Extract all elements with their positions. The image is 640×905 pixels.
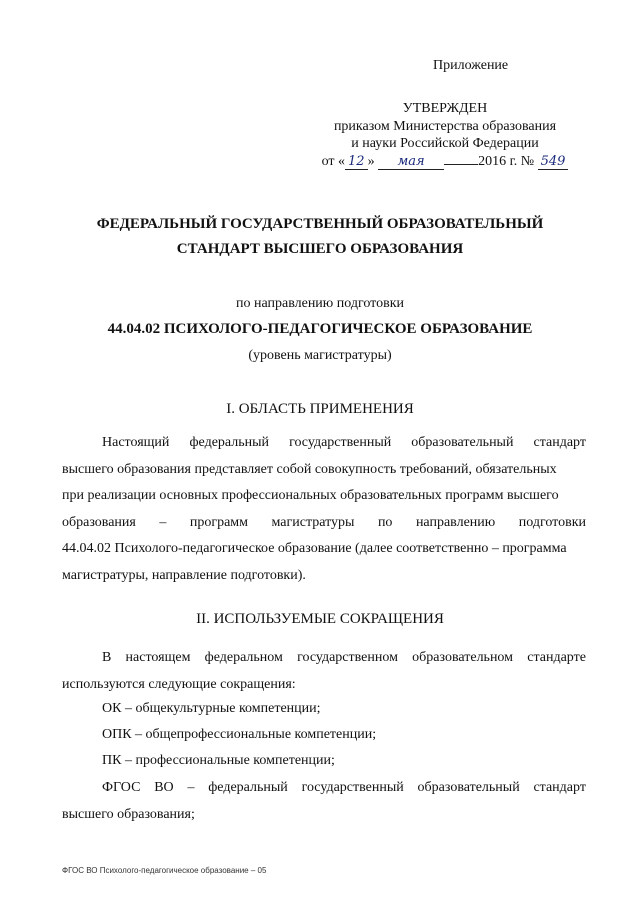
order-line-1: приказом Министерства образования [333,118,557,134]
word: образовательный [417,780,520,795]
section-1-paragraph [62,430,586,589]
para-line: магистратуры, направление подготовки). [62,567,306,583]
word: федеральный [189,435,270,450]
para-line [62,645,586,672]
date-mid: » [367,153,375,169]
direction-code-name: 44.04.02 ПСИХОЛОГО-ПЕДАГОГИЧЕСКОЕ ОБРАЗОВАНИЕ [107,321,533,337]
word: подготовки [518,514,586,530]
word: направлению [415,514,496,530]
para-line: используются следующие сокращения: [62,676,296,692]
date-prefix: от « [321,153,346,169]
para-line: высшего образования представляет собой совокупность требований, обязательных [62,461,557,477]
word: федеральный [208,780,288,795]
date-blank-line [444,153,478,165]
word: Настоящий [102,435,170,450]
para-line: высшего образования; [62,806,195,822]
direction-intro: по направлению подготовки [235,296,405,311]
word: образования [62,514,136,530]
abbreviation-fgos [62,775,586,828]
word: – [159,514,167,530]
page-footer: ФГОС ВО Психолого-педагогическое образование – 05 [62,866,267,875]
word: государственном [297,650,398,665]
order-line-2: и науки Российской Федерации [351,136,539,151]
section-2-heading: II. ИСПОЛЬЗУЕМЫЕ СОКРАЩЕНИЯ [196,611,444,627]
order-date-line [322,153,569,171]
word: стандарт [533,435,586,450]
word: ВО [154,780,174,795]
date-day-handwritten: 12 [345,155,368,170]
word: государственный [301,780,404,795]
word: ФГОС [102,780,141,795]
order-number-handwritten: 549 [538,155,569,170]
word: магистратуры [271,514,355,530]
approved-label: УТВЕРЖДЕН [402,101,488,116]
abbreviation-ok: ОК – общекультурные компетенции; [102,701,321,716]
para-line: при реализации основных профессиональных образовательных программ высшего [62,488,559,503]
word: государственный [289,435,392,450]
doc-title-line-1: ФЕДЕРАЛЬНЫЙ ГОСУДАРСТВЕННЫЙ ОБРАЗОВАТЕЛЬНЫЙ [96,216,544,232]
word: по [377,514,393,530]
para-line [62,775,586,802]
date-year: 2016 г. № [478,153,535,169]
word: настоящем [125,650,191,665]
word: образовательном [412,650,514,665]
appendix-label: Приложение [433,58,509,73]
word: федеральном [204,650,283,665]
word: стандарте [527,650,586,665]
word: В [102,650,112,665]
section-2-intro [62,645,586,698]
direction-level: (уровень магистратуры) [248,348,392,363]
doc-title-line-2: СТАНДАРТ ВЫСШЕГО ОБРАЗОВАНИЯ [176,241,464,257]
abbreviation-pk: ПК – профессиональные компетенции; [102,753,335,768]
word: – [187,780,195,795]
word: стандарт [533,780,586,795]
date-month-handwritten: мая [378,155,444,170]
approval-block [300,100,590,170]
para-line: 44.04.02 Психолого-педагогическое образование (далее соответственно – программа [62,541,567,556]
word: образовательный [411,435,514,450]
abbreviation-opk: ОПК – общепрофессиональные компетенции; [102,727,377,742]
para-line [62,430,586,457]
para-line [62,510,586,537]
section-1-heading: I. ОБЛАСТЬ ПРИМЕНЕНИЯ [226,401,414,417]
word: программ [189,514,249,530]
